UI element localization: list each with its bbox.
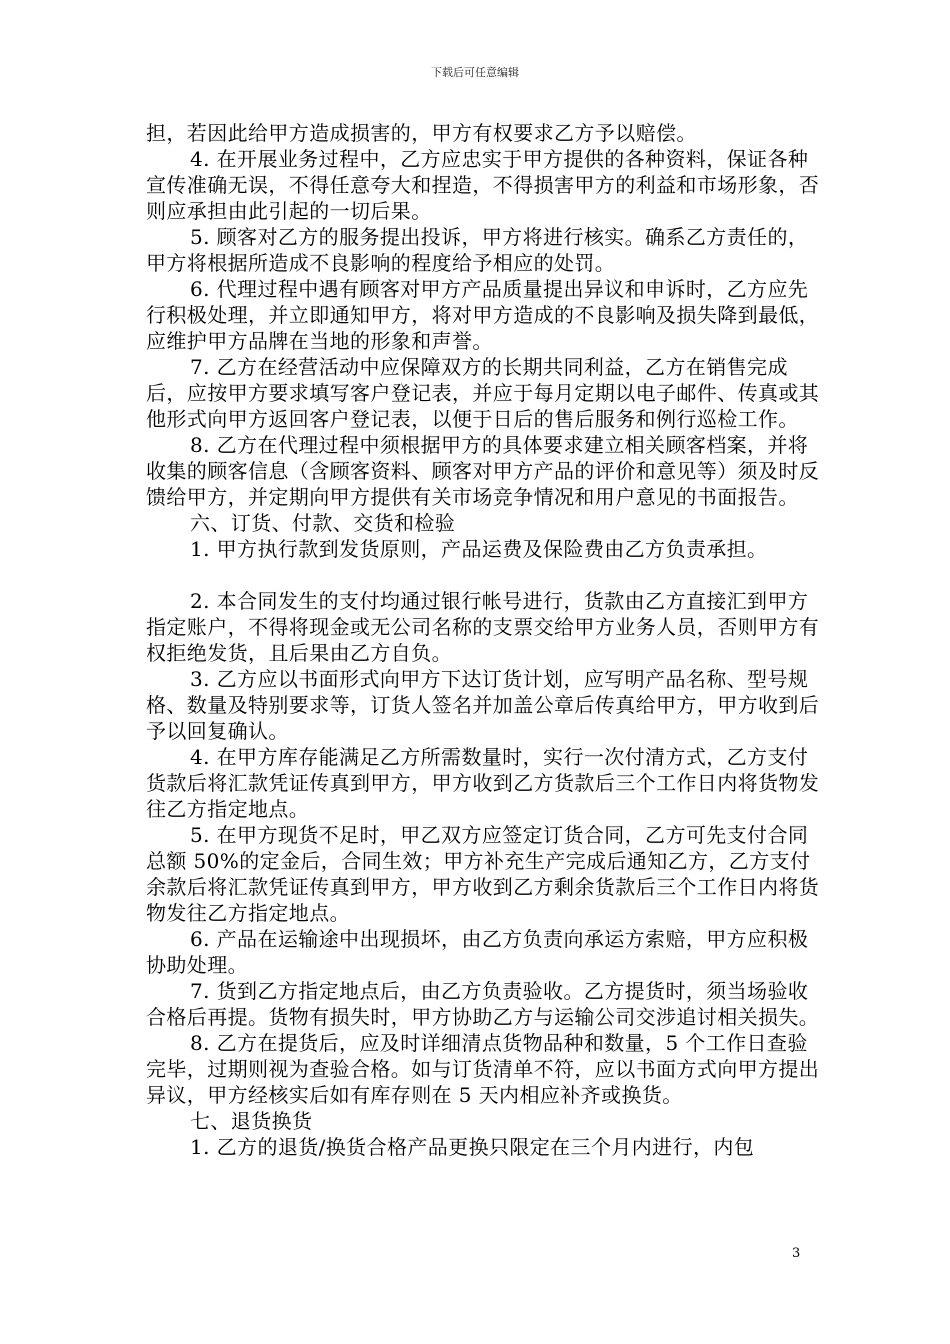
- clause-6-5: 5. 在甲方现货不足时，甲乙双方应签定订货合同，乙方可先支付合同总额 50%的定金后，合同生效；甲方补充生产完成后通知乙方，乙方支付余款后将汇款凭证传真到甲方，甲方收到乙方剩余货款后三个工作日内将货物发往乙方指定地点。: [146, 823, 820, 925]
- clause-6-7: 7. 货到乙方指定地点后，由乙方负责验收。乙方提货时，须当场验收合格后再提。货物有损失时，甲方协助乙方与运输公司交涉追讨相关损失。: [146, 979, 820, 1029]
- clause-6-6: 6. 产品在运输途中出现损坏，由乙方负责向承运方索赔，甲方应积极协助处理。: [146, 927, 809, 977]
- clause-5-5: 5. 顾客对乙方的服务提出投诉，甲方将进行核实。确系乙方责任的，甲方将根据所造成不良影响的程度给予相应的处罚。: [146, 225, 809, 275]
- section-heading-6: 六、订货、付款、交货和检验: [190, 511, 456, 535]
- clause-5-6: 6. 代理过程中遇有顾客对甲方产品质量提出异议和申诉时，乙方应先行积极处理，并立即通知甲方，将对甲方造成的不良影响及损失降到最低，应维护甲方品牌在当地的形象和声誉。: [146, 277, 820, 353]
- paragraph-continuation: 担，若因此给甲方造成损害的，甲方有权要求乙方予以赔偿。: [146, 121, 697, 145]
- clause-6-4: 4. 在甲方库存能满足乙方所需数量时，实行一次付清方式，乙方支付货款后将汇款凭证传真到甲方，甲方收到乙方货款后三个工作日内将货物发往乙方指定地点。: [146, 745, 820, 821]
- blank-line: [146, 562, 826, 588]
- page-header: 下载后可任意编辑: [431, 66, 519, 79]
- clause-6-1: 1. 甲方执行款到发货原则，产品运费及保险费由乙方负责承担。: [190, 537, 768, 561]
- clause-7-1: 1. 乙方的退货/换货合格产品更换只限定在三个月内进行，内包: [190, 1135, 755, 1159]
- section-heading-7: 七、退货换货: [190, 1109, 313, 1133]
- clause-6-2: 2. 本合同发生的支付均通过银行帐号进行，货款由乙方直接汇到甲方指定账户，不得将现金或无公司名称的支票交给甲方业务人员，否则甲方有权拒绝发货，且后果由乙方自负。: [146, 589, 820, 665]
- clause-6-3: 3. 乙方应以书面形式向甲方下达订货计划，应写明产品名称、型号规格、数量及特别要求等，订货人签名并加盖公章后传真给甲方，甲方收到后予以回复确认。: [146, 667, 820, 743]
- clause-6-8: 8. 乙方在提货后，应及时详细清点货物品种和数量，5 个工作日查验完毕，过期则视为查验合格。如与订货清单不符，应以书面方式向甲方提出异议，甲方经核实后如有库存则在 5 天内相应补齐或换货。: [146, 1031, 820, 1107]
- clause-5-4: 4. 在开展业务过程中，乙方应忠实于甲方提供的各种资料，保证各种宣传准确无误，不得任意夸大和捏造，不得损害甲方的利益和市场形象，否则应承担由此引起的一切后果。: [146, 147, 820, 223]
- page-number: 3: [792, 1246, 801, 1261]
- document-body: [146, 120, 826, 1160]
- clause-5-7: 7. 乙方在经营活动中应保障双方的长期共同利益，乙方在销售完成后，应按甲方要求填写客户登记表，并应于每月定期以电子邮件、传真或其他形式向甲方返回客户登记表，以便于日后的售后服务和例行巡检工作。: [146, 355, 820, 431]
- clause-5-8: 8. 乙方在代理过程中须根据甲方的具体要求建立相关顾客档案，并将收集的顾客信息（含顾客资料、顾客对甲方产品的评价和意见等）须及时反馈给甲方，并定期向甲方提供有关市场竞争情况和用户意见的书面报告。: [146, 433, 820, 509]
